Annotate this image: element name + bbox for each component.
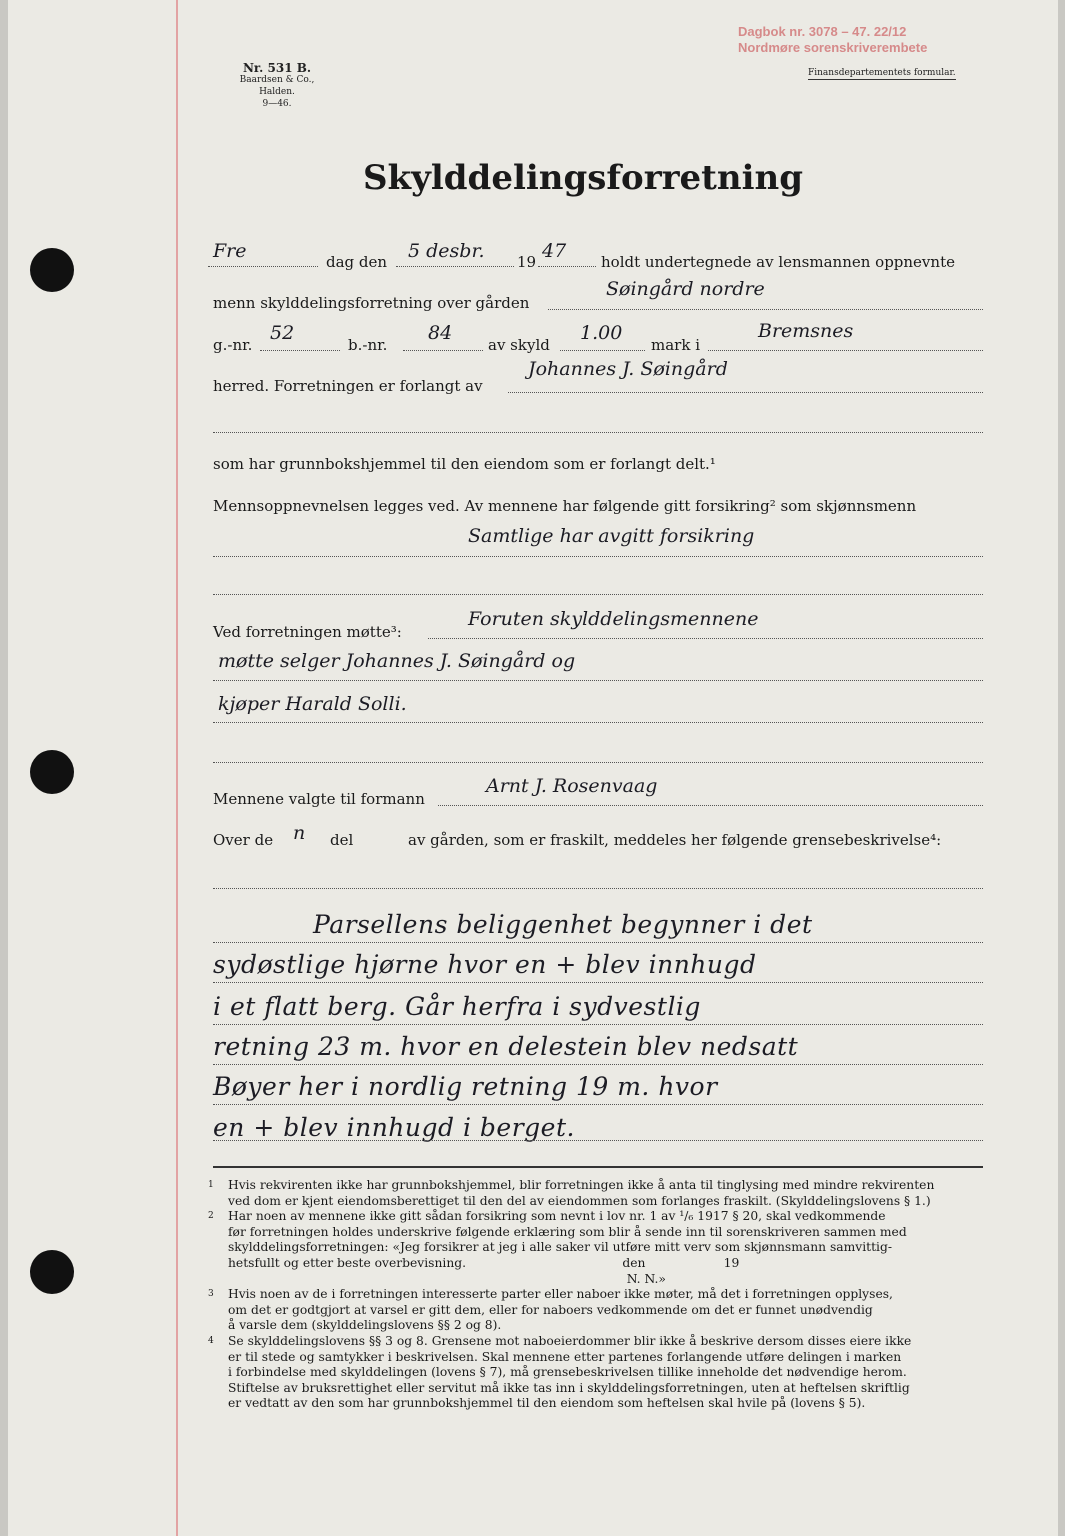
label-line1-suffix: holdt undertegnede av lensmannen oppnevnte bbox=[601, 253, 955, 271]
hw-year: 47 bbox=[542, 240, 567, 262]
blank-line bbox=[708, 350, 983, 351]
footnote-line: Se skylddelingslovens §§ 3 og 8. Grensene mot naboeierdommer blir ikke å beskrive dersom disses eiere ikke bbox=[228, 1333, 912, 1348]
footnote bbox=[208, 1334, 988, 1412]
label-mark: mark i bbox=[651, 336, 700, 354]
footnote-line: i forbindelse med skylddelingen (lovens § 7), må grensebeskrivelsen tillike inneholde det nødvendige herom. bbox=[228, 1365, 907, 1380]
label-skyld: av skyld bbox=[488, 336, 550, 354]
label-del: del bbox=[330, 831, 354, 849]
blank-line bbox=[396, 266, 514, 267]
label-chairman: Mennene valgte til formann bbox=[213, 790, 425, 808]
footnote-line: N. N.» bbox=[228, 1271, 666, 1286]
hw-herred: Bremsnes bbox=[758, 320, 854, 342]
footnotes bbox=[208, 1178, 988, 1412]
blank-line bbox=[548, 309, 983, 310]
footnote-line: hetsfullt og etter beste overbevisning. den 19 bbox=[228, 1255, 740, 1270]
blank-line bbox=[213, 680, 983, 681]
footnote-line: Hvis rekvirenten ikke har grunnbokshjemmel, blir forretningen ikke å anta til tinglysing med mindre rekvirenten bbox=[228, 1178, 935, 1192]
label-bnr: b.-nr. bbox=[348, 336, 388, 354]
blank-line bbox=[403, 350, 483, 351]
hw-requested-by: Johannes J. Søingård bbox=[528, 358, 728, 380]
blank-line bbox=[213, 942, 983, 943]
label-hjemmel: som har grunnbokshjemmel til den eiendom som er forlangt delt.¹ bbox=[213, 455, 716, 473]
blank-line bbox=[508, 392, 983, 393]
blank-line bbox=[213, 556, 983, 557]
footnote-number: 2 bbox=[208, 1211, 214, 1222]
hw-chairman: Arnt J. Rosenvaag bbox=[486, 775, 658, 797]
blank-line bbox=[213, 1140, 983, 1141]
hw-boundary-2: sydøstlige hjørne hvor en + blev innhugd bbox=[213, 950, 757, 979]
blank-line bbox=[560, 350, 645, 351]
footnote-line: Stiftelse av bruksrettighet eller servitut må ikke tas inn i skylddelingsforretningen, uten at heftelsen skriftlig bbox=[228, 1380, 910, 1395]
hw-attendance-2: møtte selger Johannes J. Søingård og bbox=[218, 650, 576, 672]
label-requested: herred. Forretningen er forlangt av bbox=[213, 377, 483, 395]
hw-boundary-6: en + blev innhugd i berget. bbox=[213, 1113, 575, 1142]
footnote-line: om det er godtgjort at varsel er gitt dem, eller for naboers vedkommende om det er funnet unødvendig bbox=[228, 1302, 873, 1317]
margin-rule bbox=[176, 0, 178, 1536]
blank-line bbox=[213, 1024, 983, 1025]
punch-hole bbox=[30, 1250, 74, 1294]
blank-line bbox=[213, 432, 983, 433]
footnote-number: 1 bbox=[208, 1180, 214, 1190]
hw-part: n bbox=[293, 822, 306, 844]
blank-line bbox=[213, 722, 983, 723]
form-reference: Finansdepartementets formular. bbox=[808, 68, 956, 78]
label-attendance: Ved forretningen møtte³: bbox=[213, 623, 402, 641]
footnote bbox=[208, 1209, 988, 1287]
document-page bbox=[8, 0, 1058, 1536]
footnote bbox=[208, 1178, 988, 1209]
hw-attendance-3: kjøper Harald Solli. bbox=[218, 693, 407, 715]
hw-gnr: 52 bbox=[270, 322, 295, 344]
hw-boundary-4: retning 23 m. hvor en delestein blev nedsatt bbox=[213, 1032, 799, 1061]
punch-hole bbox=[30, 248, 74, 292]
footnote-line: Hvis noen av de i forretningen interesserte parter eller naboer ikke møter, må det i forretningen opplyses, bbox=[228, 1287, 893, 1302]
blank-line bbox=[438, 805, 983, 806]
hw-date: 5 desbr. bbox=[408, 240, 485, 262]
label-assurance: Mennsoppnevnelsen legges ved. Av mennene har følgende gitt forsikring² som skjønnsmenn bbox=[213, 497, 917, 515]
blank-line bbox=[538, 266, 596, 267]
form-meta bbox=[222, 62, 332, 110]
blank-line bbox=[213, 594, 983, 595]
hw-farm: Søingård nordre bbox=[606, 278, 765, 300]
label-year-prefix: 19 bbox=[517, 253, 537, 271]
blank-line bbox=[213, 1064, 983, 1065]
label-gnr: g.-nr. bbox=[213, 336, 253, 354]
blank-line bbox=[428, 638, 983, 639]
blank-line bbox=[213, 982, 983, 983]
footnote-line: er til stede og samtykker i beskrivelsen. Skal mennene etter partenes forlangende utføre delingen i marken bbox=[228, 1349, 902, 1364]
footnote-number: 4 bbox=[208, 1335, 214, 1346]
footnote-line: ved dom er kjent eiendomsberettiget til den del av eiendommen som forlanges fraskilt. (Skylddelingslovens § 1.) bbox=[228, 1193, 931, 1208]
footnote-number: 3 bbox=[208, 1289, 214, 1300]
label-day: dag den bbox=[326, 253, 388, 271]
date-code: 9—46. bbox=[262, 99, 292, 109]
blank-line bbox=[213, 1104, 983, 1105]
hw-boundary-5: Bøyer her i nordlig retning 19 m. hvor bbox=[213, 1072, 718, 1101]
form-number: Nr. 531 B. bbox=[242, 61, 312, 75]
footnote-line: Har noen av mennene ikke gitt sådan forsikring som nevnt i lov nr. 1 av ¹/₆ 1917 § 20, skal vedkommende bbox=[228, 1209, 886, 1224]
archive-stamp bbox=[738, 24, 928, 55]
label-over: Over de bbox=[213, 831, 274, 849]
footnote-separator bbox=[213, 1166, 983, 1168]
hw-boundary-1: Parsellens beliggenhet begynner i det bbox=[313, 910, 813, 939]
stamp-line1: Dagbok nr. 3078 – 47. 22/12 bbox=[738, 24, 907, 39]
hw-skyld: 1.00 bbox=[580, 322, 623, 344]
hw-assurance: Samtlige har avgitt forsikring bbox=[468, 525, 755, 547]
label-boundary: av gården, som er fraskilt, meddeles her følgende grensebeskrivelse⁴: bbox=[408, 831, 942, 849]
footnote-line: før forretningen holdes underskrive følgende erklæring som blir å sende inn til sorenskriveren sammen med bbox=[228, 1224, 907, 1239]
hw-attendance-1: Foruten skylddelingsmennene bbox=[468, 608, 759, 630]
punch-hole bbox=[30, 750, 74, 794]
footnote bbox=[208, 1287, 988, 1334]
stamp-line2: Nordmøre sorenskriverembete bbox=[738, 40, 928, 55]
footnote-line: skylddelingsforretningen: «Jeg forsikrer at jeg i alle saker vil utføre mitt verv som skjønnsmann samvittig- bbox=[228, 1240, 892, 1255]
blank-line bbox=[208, 266, 318, 267]
footnote-line: å varsle dem (skylddelingslovens §§ 2 og 8). bbox=[228, 1318, 502, 1333]
publisher: Baardsen & Co., Halden. bbox=[239, 75, 315, 97]
footnote-line: er vedtatt av den som har grunnbokshjemmel til den eiendom som heftelsen skal hvile på (lovens § 5). bbox=[228, 1396, 866, 1411]
label-farm: menn skylddelingsforretning over gården bbox=[213, 294, 530, 312]
blank-line bbox=[213, 888, 983, 889]
blank-line bbox=[213, 762, 983, 763]
page-title: Skylddelingsforretning bbox=[362, 158, 804, 198]
hw-weekday: Fre bbox=[213, 240, 247, 262]
hw-boundary-3: i et flatt berg. Går herfra i sydvestlig bbox=[213, 992, 701, 1021]
hw-bnr: 84 bbox=[428, 322, 453, 344]
blank-line bbox=[260, 350, 340, 351]
